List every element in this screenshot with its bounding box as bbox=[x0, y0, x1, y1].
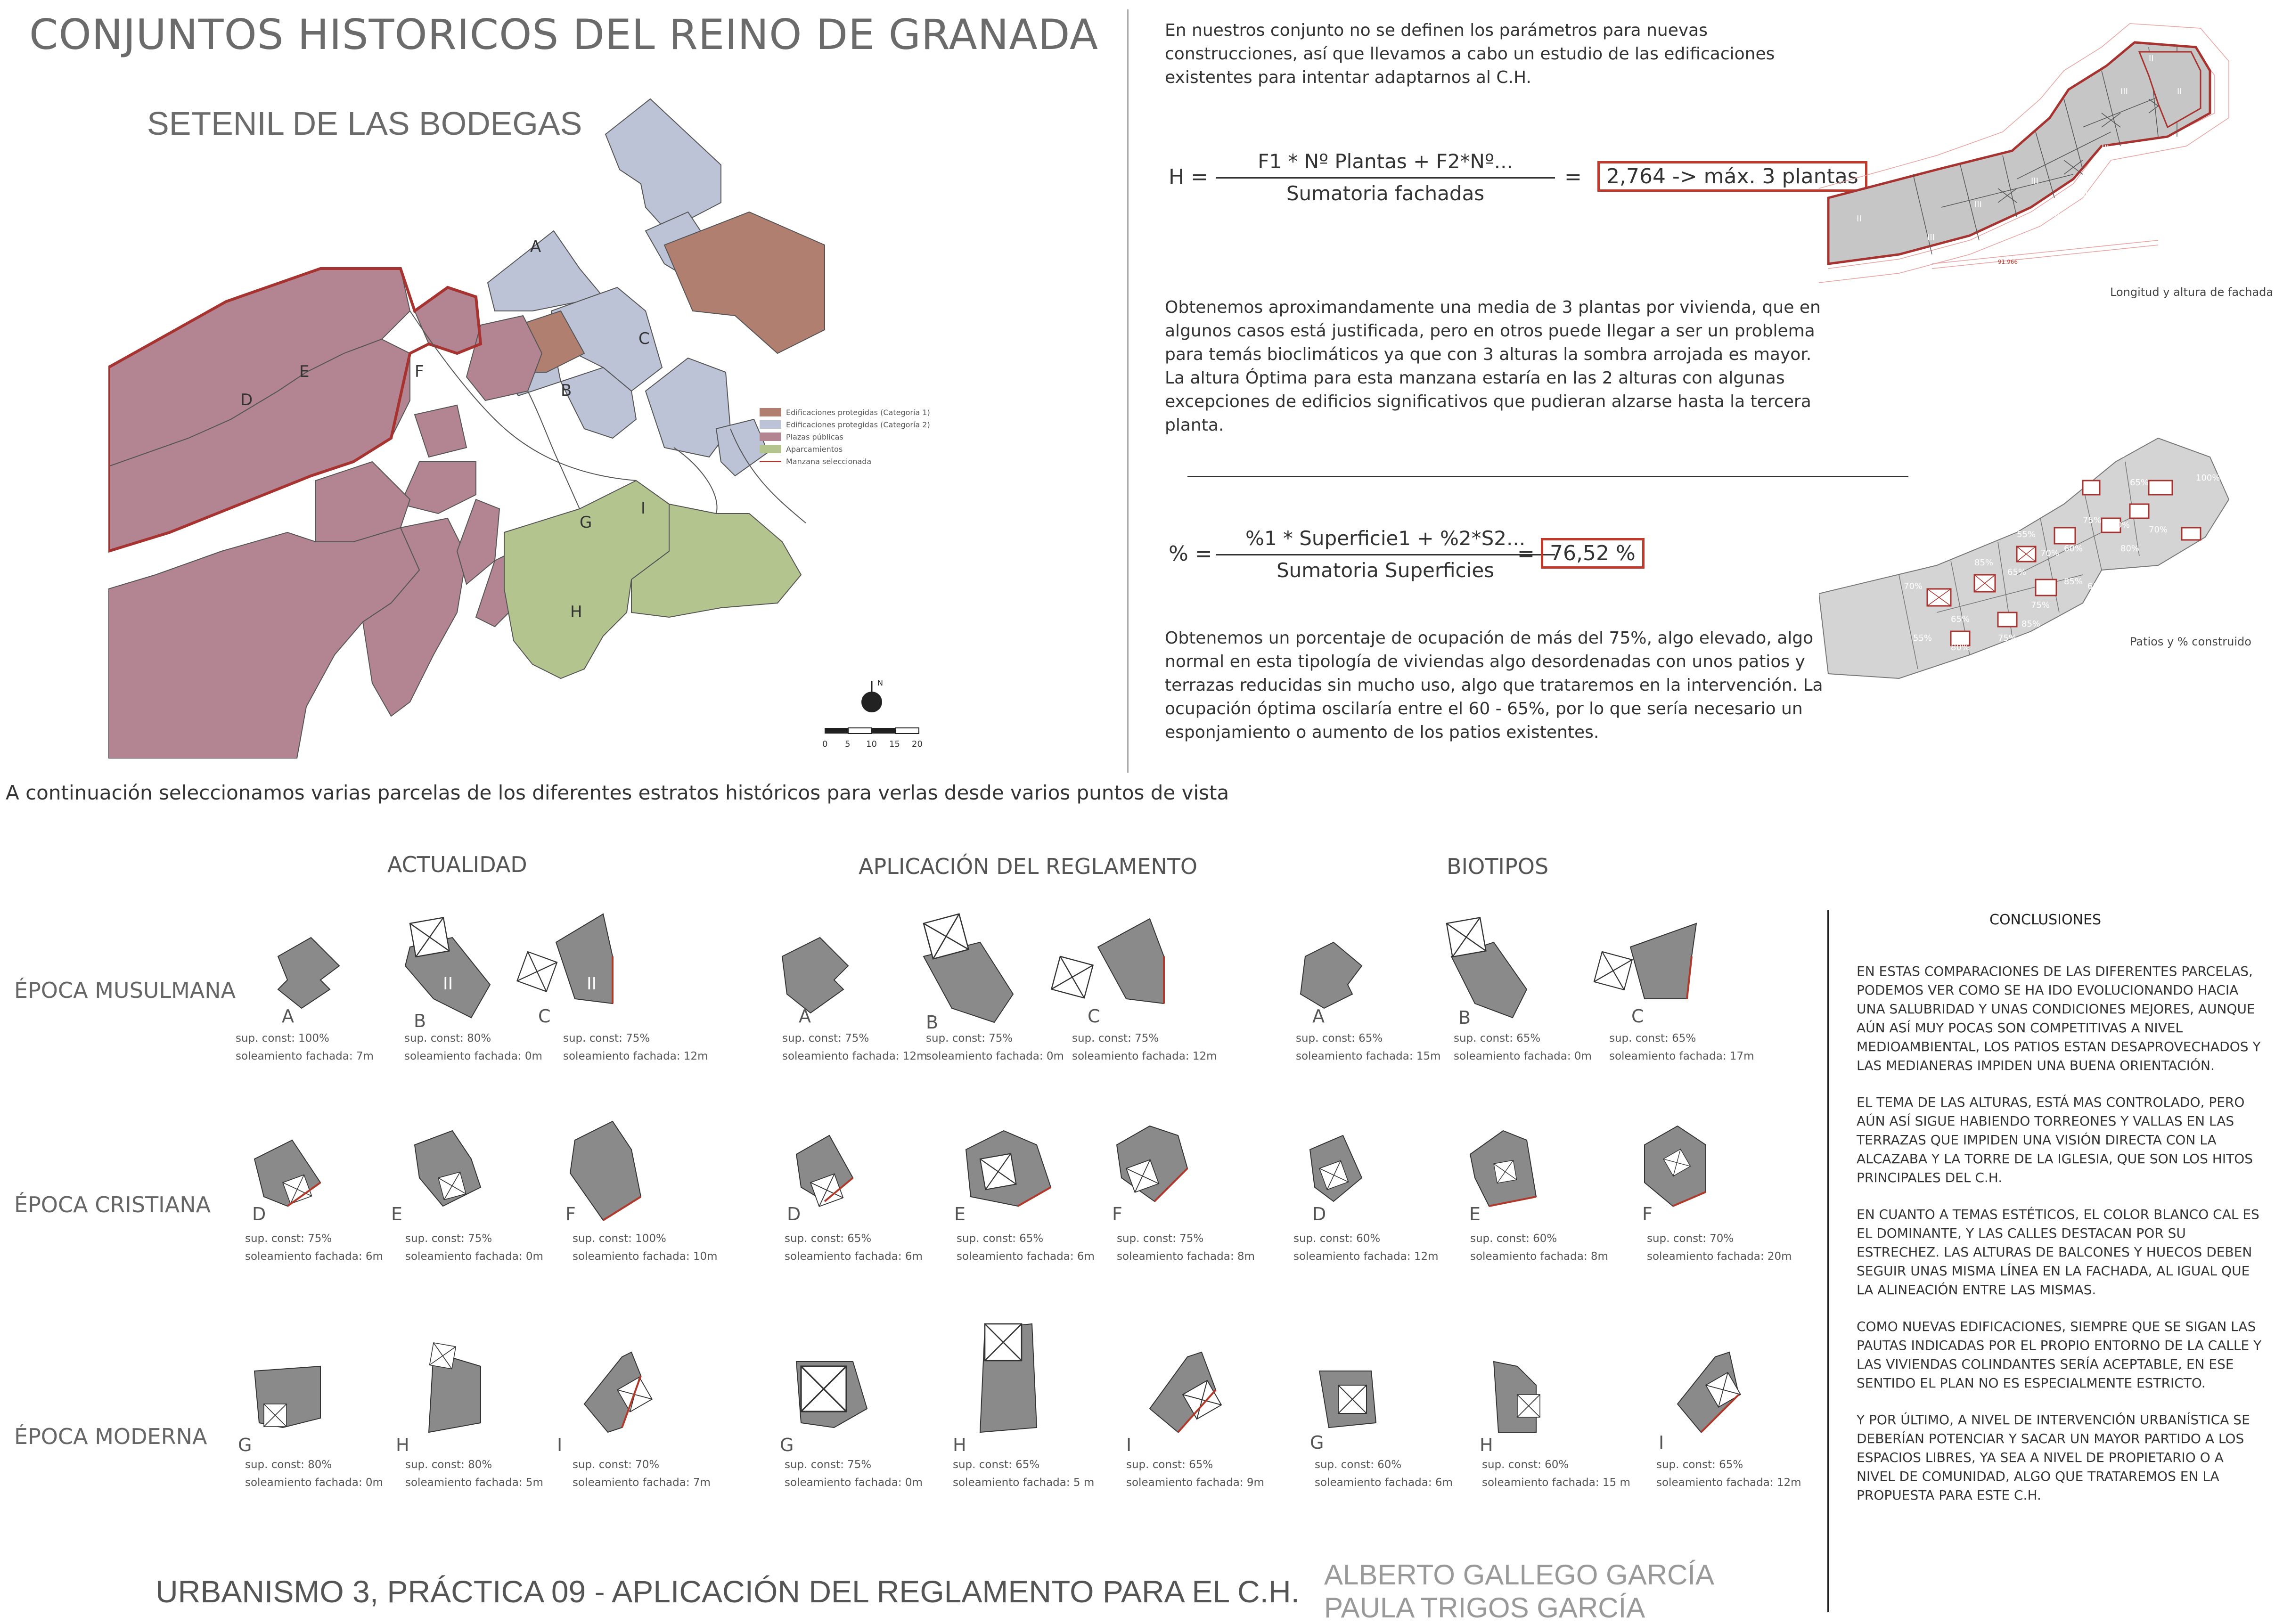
page-title: CONJUNTOS HISTORICOS DEL REINO DE GRANADA bbox=[29, 10, 1099, 59]
map-label-e: E bbox=[299, 362, 310, 381]
parcel-letter: C bbox=[538, 1006, 551, 1027]
parcel-stats: sup. const: 75% soleamiento fachada: 0m bbox=[926, 1032, 1064, 1062]
parcel-letter: C bbox=[1088, 1006, 1100, 1027]
svg-text:II: II bbox=[587, 974, 597, 994]
svg-text:III: III bbox=[1927, 233, 1935, 243]
svg-text:III: III bbox=[2083, 190, 2090, 200]
parcel-stats: sup. const: 75% soleamiento fachada: 0m bbox=[405, 1232, 543, 1263]
parcel-stats: sup. const: 60% soleamiento fachada: 12m bbox=[1293, 1232, 1439, 1263]
parcel-letter: H bbox=[396, 1435, 409, 1455]
parcel-stats: sup. const: 60% soleamiento fachada: 8m bbox=[1470, 1232, 1608, 1263]
conclusion-paragraph: EN ESTAS COMPARACIONES DE LAS DIFERENTES PARCELAS, PODEMOS VER COMO SE HA IDO EVOLUCIONANDO HACIA UNA SALUBRIDAD Y UNAS CONDICIONES MEJORES, AUNQUE AÚN ASÍ MUY POCAS SON COMPETITIVAS A NIVEL MEDIOAMBIENTAL, LOS PATIOS ESTAN DESAPROVECHADOS Y LAS MEDIANERAS IMPIDEN UNA BUENA ORIENTACIÓN. bbox=[1857, 963, 2261, 1073]
parcel-letter: E bbox=[1469, 1204, 1481, 1224]
map-label-d: D bbox=[240, 391, 253, 409]
parcel-stats: sup. const: 100% soleamiento fachada: 7m bbox=[236, 1032, 374, 1062]
parcel-letter: I bbox=[557, 1435, 563, 1455]
svg-text:0: 0 bbox=[822, 739, 828, 749]
parcel-stats: sup. const: 80% soleamiento fachada: 0m bbox=[245, 1459, 383, 1489]
svg-text:II: II bbox=[1857, 214, 1862, 224]
parcel-letter: B bbox=[926, 1012, 939, 1033]
map-label-i: I bbox=[641, 499, 646, 518]
parcel-letter: F bbox=[1112, 1204, 1122, 1224]
legend-plazas: Plazas públicas bbox=[786, 432, 843, 441]
svg-text:II: II bbox=[2149, 54, 2154, 64]
parcel-letter: G bbox=[238, 1435, 252, 1455]
svg-text:65%: 65% bbox=[1951, 614, 1970, 624]
analysis-intro: En nuestros conjunto no se definen los parámetros para nuevas construcciones, así que llevamos a cabo un estudio de las edificaciones existentes para intentar adaptarnos al C.H. bbox=[1165, 21, 1775, 87]
analysis-occupancy-text: Obtenemos un porcentaje de ocupación de más del 75%, algo elevado, algo normal en esta tipología de viviendas algo desordenadas con unos patios y terrazas reducidas sin mucho uso, algo que trataremos en la intervención. La ocupación óptima oscilaría entre el 60 - 65%, por lo que sería necesario un esponjamiento o aumento de los patios existentes. bbox=[1165, 628, 1823, 742]
conclusion-paragraph: EN CUANTO A TEMAS ESTÉTICOS, EL COLOR BLANCO CAL ES EL DOMINANTE, Y LAS CALLES DESTACAN POR SU ESTRECHEZ. LAS ALTURAS DE BALCONES Y HUECOS DEBEN SEGUIR UNAS MISMA LÍNEA EN LA FACHADA, AL IGUAL QUE LA ALINEACIÓN ENTRE LAS MISMAS. bbox=[1857, 1207, 2259, 1298]
svg-text:75%: 75% bbox=[2078, 468, 2097, 478]
svg-text:N: N bbox=[877, 678, 883, 687]
col-header-reglamento: APLICACIÓN DEL REGLAMENTO bbox=[859, 854, 1198, 879]
conclusions-divider bbox=[1827, 910, 1829, 1612]
svg-text:65%: 65% bbox=[2007, 567, 2027, 577]
occupancy-result: 76,52 % bbox=[1541, 538, 1645, 569]
parcel-stats: sup. const: 65% soleamiento fachada: 15m bbox=[1296, 1032, 1441, 1062]
svg-text:III: III bbox=[1974, 200, 1982, 210]
conclusion-paragraph: Y POR ÚLTIMO, A NIVEL DE INTERVENCIÓN URBANÍSTICA SE DEBERÍAN POTENCIAR Y SACAR UN MAYOR PARTIDO A LOS ESPACIOS LIBRES, YA SEA A NIVEL DE PROPIETARIO O A NIVEL DE COMUNIDAD, ALGO QUE TRATAREMOS EN LA PROPUESTA PARA ESTE C.H. bbox=[1857, 1412, 2250, 1503]
svg-text:70%: 70% bbox=[1904, 581, 1923, 591]
svg-text:55%: 55% bbox=[1913, 633, 1932, 643]
page-subtitle: SETENIL DE LAS BODEGAS bbox=[147, 105, 582, 142]
parcel-stats: sup. const: 65% soleamiento fachada: 6m bbox=[785, 1232, 923, 1263]
svg-text:75%: 75% bbox=[2031, 600, 2050, 610]
parcel-stats: sup. const: 75% soleamiento fachada: 12m bbox=[1072, 1032, 1217, 1062]
footer-course: URBANISMO 3, PRÁCTICA 09 - APLICACIÓN DEL REGLAMENTO PARA EL C.H. bbox=[155, 1574, 1300, 1609]
parcel-stats: sup. const: 70% soleamiento fachada: 20m bbox=[1647, 1232, 1792, 1263]
svg-text:60%: 60% bbox=[2064, 544, 2083, 554]
parcel-letter: B bbox=[414, 1011, 426, 1031]
map-legend bbox=[760, 406, 930, 467]
parcel-letter: E bbox=[954, 1204, 966, 1224]
parcel-letter: G bbox=[780, 1435, 794, 1455]
col-header-biotipos: BIOTIPOS bbox=[1447, 854, 1549, 879]
svg-text:100%: 100% bbox=[2196, 473, 2220, 483]
svg-text:80%: 80% bbox=[1951, 643, 1970, 653]
svg-text:85%: 85% bbox=[2064, 577, 2083, 587]
parcel-letter: H bbox=[953, 1435, 966, 1455]
svg-text:II: II bbox=[443, 974, 453, 994]
svg-text:70%: 70% bbox=[2040, 548, 2060, 558]
plan2-caption: Patios y % construido bbox=[2130, 635, 2251, 648]
parcel-stats: sup. const: 65% soleamiento fachada: 5 m bbox=[953, 1459, 1095, 1489]
conclusions-title: CONCLUSIONES bbox=[1989, 912, 2102, 928]
parcel-letter: D bbox=[1312, 1204, 1326, 1224]
parcel-stats: sup. const: 75% soleamiento fachada: 6m bbox=[245, 1232, 383, 1263]
map-label-b: B bbox=[561, 381, 572, 400]
svg-text:15: 15 bbox=[889, 739, 900, 749]
svg-text:80%: 80% bbox=[2111, 520, 2130, 530]
col-header-actualidad: ACTUALIDAD bbox=[387, 852, 527, 877]
row-header-musulmana: ÉPOCA MUSULMANA bbox=[14, 978, 236, 1003]
svg-text:75%: 75% bbox=[2083, 515, 2102, 525]
parcel-stats: sup. const: 75% soleamiento fachada: 0m bbox=[785, 1459, 923, 1489]
map-label-c: C bbox=[638, 329, 650, 348]
parcel-letter: E bbox=[391, 1204, 403, 1224]
height-result: 2,764 -> máx. 3 plantas bbox=[1597, 161, 1867, 192]
section-intro: A continuación seleccionamos varias parcelas de los diferentes estratos históricos para verlas desde varios puntos de vista bbox=[6, 781, 1229, 804]
map-label-h: H bbox=[570, 603, 582, 621]
parcel-letter: H bbox=[1480, 1435, 1493, 1455]
conclusion-paragraph: COMO NUEVAS EDIFICACIONES, SIEMPRE QUE SE SIGAN LAS PAUTAS INDICADAS POR EL PROPIO ENTORNO DE LA CALLE Y LAS VIVIENDAS COLINDANTES SERÍA ACEPTABLE, EN ESE SENTIDO EL PLAN NO ES ESPECIALMENTE ESTRICTO. bbox=[1857, 1319, 2262, 1391]
svg-text:55%: 55% bbox=[2017, 530, 2036, 539]
svg-text:III: III bbox=[2120, 87, 2128, 97]
north-arrow-icon bbox=[861, 678, 883, 712]
parcel-stats: sup. const: 65% soleamiento fachada: 17m bbox=[1609, 1032, 1754, 1062]
svg-text:70%: 70% bbox=[2149, 525, 2168, 535]
svg-text:85%: 85% bbox=[1974, 558, 1994, 568]
parcel-stats: sup. const: 65% soleamiento fachada: 12m bbox=[1656, 1459, 1801, 1489]
legend-cat2: Edificaciones protegidas (Categoría 2) bbox=[786, 420, 930, 429]
svg-text:II: II bbox=[2054, 209, 2060, 219]
parcel-stats: sup. const: 75% soleamiento fachada: 12m bbox=[782, 1032, 927, 1062]
parcel-letter: A bbox=[799, 1006, 811, 1027]
svg-text:91.966: 91.966 bbox=[1998, 259, 2018, 265]
parcel-drawings bbox=[0, 895, 1828, 1508]
parcel-stats: sup. const: 60% soleamiento fachada: 6m bbox=[1315, 1459, 1453, 1489]
plan1-caption: Longitud y altura de fachada bbox=[2110, 286, 2274, 299]
svg-text:II: II bbox=[2177, 87, 2182, 97]
parcel-stats: sup. const: 70% soleamiento fachada: 7m bbox=[573, 1459, 711, 1489]
formula-height: H = F1 * Nº Plantas + F2*Nº... Sumatoria fachadas = 2,764 -> máx. 3 plantas bbox=[1169, 150, 1791, 216]
parcel-letter: I bbox=[1659, 1432, 1664, 1453]
parcel-letter: A bbox=[282, 1006, 294, 1027]
divider-vertical bbox=[1127, 9, 1129, 773]
svg-text:III: III bbox=[2102, 143, 2109, 153]
svg-text:5: 5 bbox=[845, 739, 851, 749]
scale-bar bbox=[822, 728, 923, 749]
parcel-letter: F bbox=[565, 1204, 576, 1224]
parcel-stats: sup. const: 60% soleamiento fachada: 15 m bbox=[1482, 1459, 1630, 1489]
svg-text:85%: 85% bbox=[2021, 619, 2041, 629]
map-label-a: A bbox=[530, 237, 541, 256]
row-header-cristiana: ÉPOCA CRISTIANA bbox=[14, 1192, 211, 1217]
svg-text:10: 10 bbox=[866, 739, 877, 749]
parcel-stats: sup. const: 80% soleamiento fachada: 5m bbox=[405, 1459, 543, 1489]
parcel-letter: C bbox=[1631, 1006, 1644, 1027]
conclusions-body bbox=[1857, 962, 2262, 1505]
parcel-letter: G bbox=[1310, 1432, 1324, 1453]
parcel-letter: D bbox=[252, 1204, 266, 1224]
legend-cat1: Edificaciones protegidas (Categoría 1) bbox=[786, 408, 930, 417]
svg-text:70%: 70% bbox=[2106, 449, 2126, 459]
parcel-stats: sup. const: 75% soleamiento fachada: 8m bbox=[1117, 1232, 1255, 1263]
parcel-letter: A bbox=[1312, 1006, 1325, 1027]
row-header-moderna: ÉPOCA MODERNA bbox=[14, 1424, 207, 1449]
formula-occupancy: % = %1 * Superficie1 + %2*S2... Sumatoria Superficies = 76,52 % bbox=[1169, 527, 1791, 593]
parcel-letter: B bbox=[1458, 1007, 1471, 1028]
svg-text:60%: 60% bbox=[2087, 581, 2107, 591]
legend-selected: Manzana seleccionada bbox=[786, 457, 872, 466]
parcel-letter: I bbox=[1126, 1435, 1132, 1455]
svg-text:III: III bbox=[2031, 176, 2038, 186]
divider-horizontal bbox=[1187, 476, 1908, 477]
svg-text:20: 20 bbox=[912, 739, 923, 749]
parcel-stats: sup. const: 65% soleamiento fachada: 6m bbox=[957, 1232, 1095, 1263]
parcel-stats: sup. const: 80% soleamiento fachada: 0m bbox=[404, 1032, 542, 1062]
parcel-stats: sup. const: 100% soleamiento fachada: 10m bbox=[573, 1232, 718, 1263]
plan-facade-heights bbox=[1819, 19, 2267, 320]
map-label-f: F bbox=[415, 362, 424, 381]
svg-text:75%: 75% bbox=[1998, 633, 2017, 643]
map-label-g: G bbox=[580, 513, 592, 532]
plan-patios bbox=[1819, 433, 2267, 688]
svg-text:80%: 80% bbox=[2120, 544, 2140, 554]
parcel-stats: sup. const: 65% soleamiento fachada: 0m bbox=[1454, 1032, 1592, 1062]
footer-author-1: ALBERTO GALLEGO GARCÍA bbox=[1324, 1559, 1715, 1591]
analysis-height-text: Obtenemos aproximandamente una media de 3 plantas por vivienda, que en algunos casos está justificada, pero en otros puede llegar a ser un problema para temás bioclimáticos ya que con 3 alturas la sombra arrojada es mayor. La altura Óptima para esta manzana estaría en las 2 alturas con algunas excepciones de edificios significativos que pudieran alzarse hasta la tercera planta. bbox=[1165, 298, 1821, 435]
parcel-letter: D bbox=[787, 1204, 801, 1224]
conclusion-paragraph: EL TEMA DE LAS ALTURAS, ESTÁ MAS CONTROLADO, PERO AÚN ASÍ SIGUE HABIENDO TORREONES Y VALLAS EN LAS TERRAZAS QUE IMPIDEN UNA VISIÓN DIRECTA CON LA ALCAZABA Y LA TORRE DE LA IGLESIA, QUE SON LOS HITOS PRINCIPALES DEL C.H. bbox=[1857, 1094, 2253, 1185]
parcel-stats: sup. const: 65% soleamiento fachada: 9m bbox=[1126, 1459, 1264, 1489]
svg-text:65%: 65% bbox=[2130, 478, 2149, 488]
legend-parking: Aparcamientos bbox=[786, 444, 843, 454]
parcel-stats: sup. const: 75% soleamiento fachada: 12m bbox=[563, 1032, 708, 1062]
parcel-letter: F bbox=[1642, 1204, 1653, 1224]
footer-author-2: PAULA TRIGOS GARCÍA bbox=[1324, 1592, 1645, 1624]
